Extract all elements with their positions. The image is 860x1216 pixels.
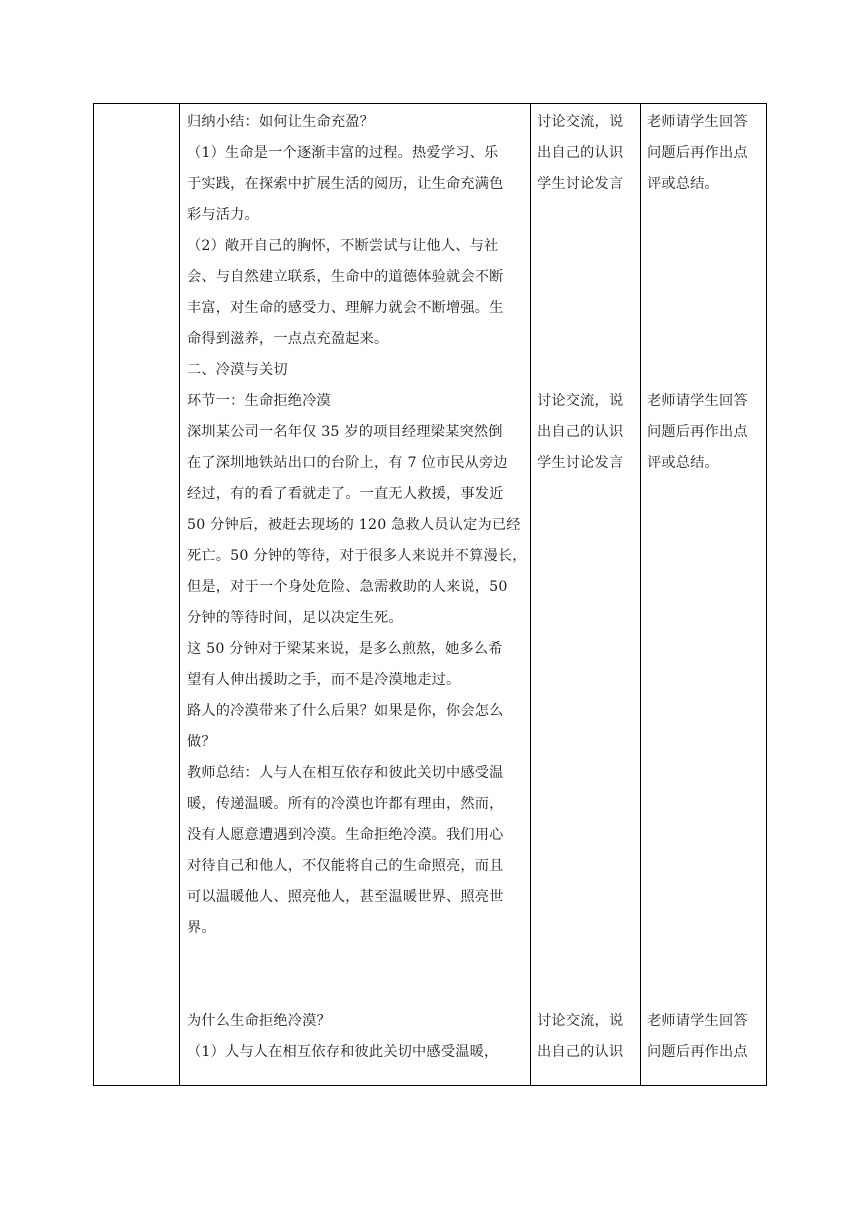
teacher-activity-cell <box>647 107 761 200</box>
teacher-activity-cell <box>647 386 761 479</box>
student-line: 学生讨论发言 <box>537 176 624 192</box>
lesson-plan-table <box>93 103 767 1086</box>
content-line: 路人的冷漠带来了什么后果？如果是你，你会怎么 <box>187 703 504 719</box>
section-heading: 为什么生命拒绝冷漠？ <box>187 1013 331 1029</box>
teaching-content-cell <box>187 107 527 386</box>
student-line: 出自己的认识 <box>537 1044 624 1060</box>
content-line: 分钟的等待时间，足以决定生死。 <box>187 610 403 626</box>
column-divider <box>179 104 180 1085</box>
student-line: 讨论交流，说 <box>537 114 624 130</box>
content-line: 归纳小结：如何让生命充盈？ <box>187 114 375 130</box>
student-activity-cell <box>537 107 630 200</box>
content-line: 命得到滋养，一点点充盈起来。 <box>187 331 389 347</box>
teacher-line: 老师请学生回答 <box>647 1013 748 1029</box>
teacher-line: 问题后再作出点 <box>647 424 748 440</box>
teacher-line: 老师请学生回答 <box>647 393 748 409</box>
content-line: 但是，对于一个身处危险、急需救助的人来说，50 <box>187 579 508 595</box>
content-line: 深圳某公司一名年仅 35 岁的项目经理梁某突然倒 <box>187 424 503 440</box>
content-line: 教师总结：人与人在相互依存和彼此关切中感受温 <box>187 765 504 781</box>
content-line: 望有人伸出援助之手，而不是冷漠地走过。 <box>187 672 461 688</box>
student-line: 讨论交流，说 <box>537 1013 624 1029</box>
teacher-line: 评或总结。 <box>647 176 719 192</box>
content-line: 界。 <box>187 920 216 936</box>
student-activity-cell <box>537 1006 630 1068</box>
content-line: 对待自己和他人，不仅能将自己的生命照亮，而且 <box>187 858 504 874</box>
teacher-line: 问题后再作出点 <box>647 1044 748 1060</box>
student-line: 出自己的认识 <box>537 145 624 161</box>
content-line: 死亡。50 分钟的等待，对于很多人来说并不算漫长， <box>187 548 527 564</box>
teacher-line: 问题后再作出点 <box>647 145 748 161</box>
content-line: （1）生命是一个逐渐丰富的过程。热爱学习、乐 <box>187 145 499 161</box>
content-line: 于实践，在探索中扩展生活的阅历，让生命充满色 <box>187 176 504 192</box>
student-activity-cell <box>537 386 630 479</box>
content-line: 这 50 分钟对于梁某来说，是多么煎熬，她多么希 <box>187 641 503 657</box>
content-line: （1）人与人在相互依存和彼此关切中感受温暖， <box>187 1044 499 1060</box>
column-divider <box>530 104 531 1085</box>
content-line: 没有人愿意遭遇到冷漠。生命拒绝冷漠。我们用心 <box>187 827 504 843</box>
column-divider <box>640 104 641 1085</box>
teaching-content-cell <box>187 386 527 944</box>
section-heading: 环节一：生命拒绝冷漠 <box>187 393 331 409</box>
content-line: 丰富，对生命的感受力、理解力就会不断增强。生 <box>187 300 504 316</box>
content-line: 可以温暖他人、照亮他人，甚至温暖世界、照亮世 <box>187 889 504 905</box>
teacher-line: 老师请学生回答 <box>647 114 748 130</box>
content-line: 做？ <box>187 734 216 750</box>
student-line: 出自己的认识 <box>537 424 624 440</box>
content-line: 暖，传递温暖。所有的冷漠也许都有理由，然而， <box>187 796 504 812</box>
content-line: 彩与活力。 <box>187 207 259 223</box>
teaching-content-cell <box>187 1006 527 1068</box>
student-line: 学生讨论发言 <box>537 455 624 471</box>
student-line: 讨论交流，说 <box>537 393 624 409</box>
content-line: 50 分钟后，被赶去现场的 120 急救人员认定为已经 <box>187 517 521 533</box>
content-line: 经过，有的看了看就走了。一直无人救援，事发近 <box>187 486 504 502</box>
teacher-line: 评或总结。 <box>647 455 719 471</box>
content-line: （2）敞开自己的胸怀，不断尝试与让他人、与社 <box>187 238 499 254</box>
teacher-activity-cell <box>647 1006 761 1068</box>
content-line: 在了深圳地铁站出口的台阶上，有 7 位市民从旁边 <box>187 455 508 471</box>
content-line: 会、与自然建立联系，生命中的道德体验就会不断 <box>187 269 504 285</box>
section-heading: 二、冷漠与关切 <box>187 362 288 378</box>
